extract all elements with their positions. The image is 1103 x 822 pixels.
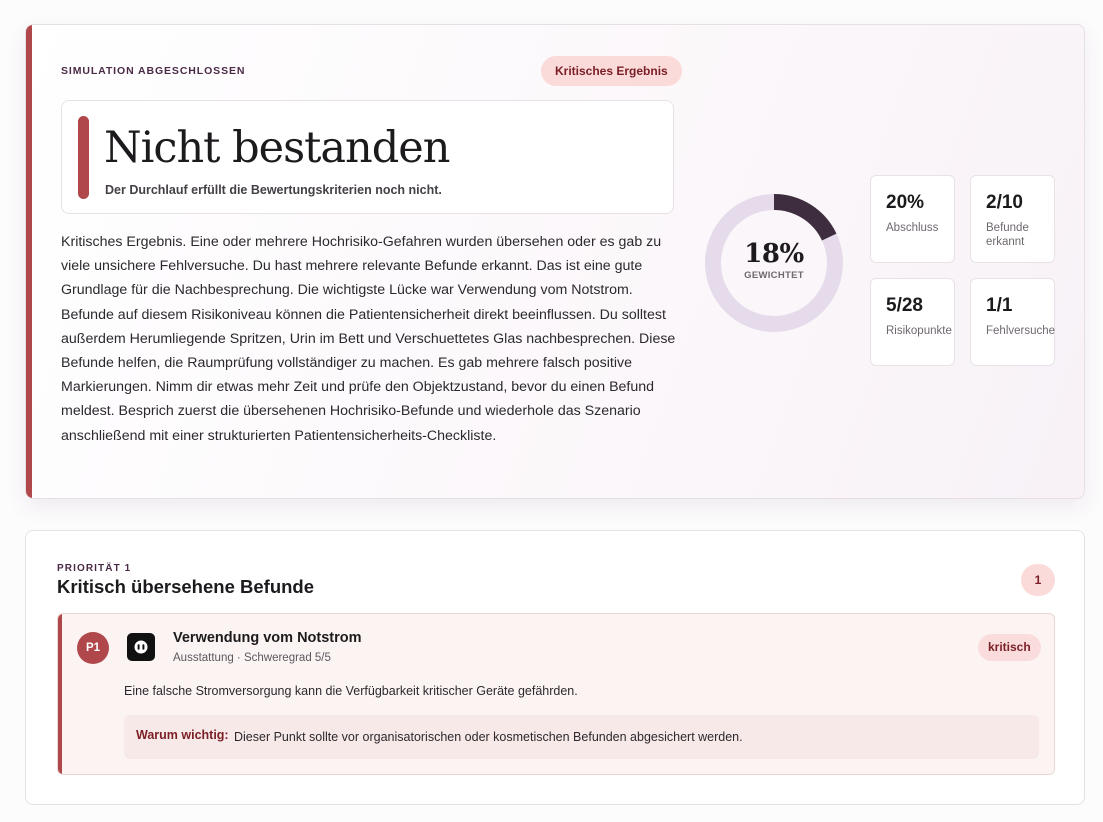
simulation-status-label: SIMULATION ABGESCHLOSSEN [61, 65, 246, 77]
stat-value: 1/1 [986, 295, 1013, 316]
weighted-score-donut [704, 193, 844, 333]
priority-label: PRIORITÄT 1 [57, 563, 132, 574]
verdict-box [61, 100, 674, 214]
stat-label: Risikopunkte [886, 325, 952, 337]
finding-title: Verwendung vom Notstrom [173, 630, 362, 646]
verdict-subtitle: Der Durchlauf erfüllt die Bewertungskriterien noch nicht. [105, 183, 442, 197]
finding-accent-bar [58, 614, 62, 774]
stat-label: Befunde erkannt [986, 222, 1029, 248]
stat-completion [870, 175, 955, 263]
why-important-box [124, 715, 1039, 759]
verdict-accent-bar [78, 116, 89, 199]
severity-tag: kritisch [978, 634, 1041, 661]
why-important-label: Warum wichtig: [136, 728, 229, 742]
stat-value: 20% [886, 192, 925, 213]
stat-failed-attempts [970, 278, 1055, 366]
stat-label: Fehlversuche [986, 325, 1056, 337]
critical-result-badge: Kritisches Ergebnis [541, 56, 682, 86]
priority-badge: P1 [77, 632, 109, 664]
priority-title: Kritisch übersehene Befunde [57, 576, 315, 597]
stat-risk-points [870, 278, 955, 366]
power-plug-icon [127, 633, 155, 661]
stat-label: Abschluss [886, 222, 939, 234]
stat-findings-detected [970, 175, 1055, 263]
verdict-title: Nicht bestanden [104, 123, 450, 173]
finding-description: Eine falsche Stromversorgung kann die Verfügbarkeit kritischer Geräte gefährden. [124, 684, 578, 698]
score-label: GEWICHTET [744, 270, 804, 281]
score-value: 18% [744, 239, 804, 269]
result-summary: Kritisches Ergebnis. Eine oder mehrere Hochrisiko-Gefahren wurden übersehen oder es gab zu viele unsichere Fehlversuche. Du hast mehrere relevante Befunde erkannt. Das ist eine gute Grundlage für die Nachbesprechung. Die wichtigste Lücke war Verwendung vom Notstrom. Befunde auf diesem Risikoniveau können die Patientensicherheit direkt beeinflussen. Du solltest außerdem Herumliegende Spritzen, Urin im Bett und Verschuettetes Glas nachbesprechen. Diese Befunde helfen, die Raumprüfung vollständiger zu machen. Es gab mehrere falsch positive Markierungen. Nimm dir etwas mehr Zeit und prüfe den Objektzustand, bevor du einen Befund meldest. Besprich zuerst die übersehenen Hochrisiko-Befunde und wiederhole das Szenario anschließend mit einer strukturierten Patientensicherheits-Checkliste. [61, 234, 676, 444]
finding-count-badge: 1 [1021, 564, 1055, 596]
finding-meta: Ausstattung · Schweregrad 5/5 [173, 652, 331, 664]
why-important-text: Dieser Punkt sollte vor organisatorischen oder kosmetischen Befunden abgesichert werden. [234, 730, 743, 744]
stat-value: 2/10 [986, 192, 1023, 213]
finding-item[interactable] [57, 613, 1055, 775]
result-accent-bar [26, 25, 32, 498]
priority-card [25, 530, 1085, 805]
result-card [25, 24, 1085, 499]
stat-value: 5/28 [886, 295, 923, 316]
